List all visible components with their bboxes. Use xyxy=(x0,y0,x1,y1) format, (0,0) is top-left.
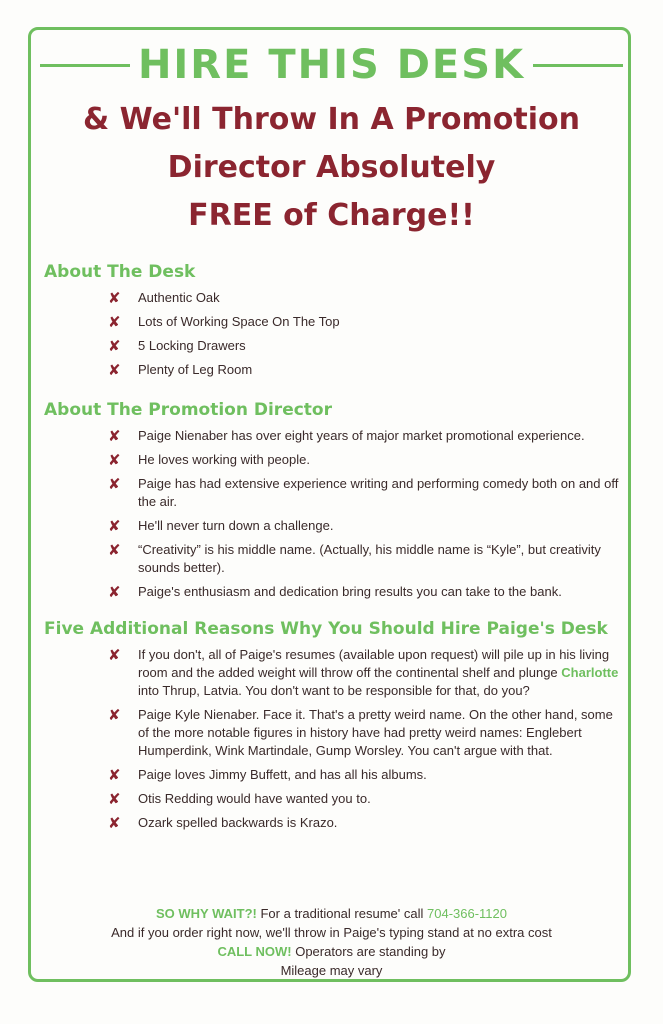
resume-text: For a traditional resume' call xyxy=(260,906,424,921)
hire-title-row xyxy=(0,38,663,92)
title-rule-left xyxy=(40,64,130,67)
why-wait: SO WHY WAIT?! xyxy=(155,906,257,921)
x-bullet-icon: ✘ xyxy=(108,451,121,469)
footer-line-1 xyxy=(0,904,663,923)
desk-list xyxy=(44,289,624,379)
hire-title: HIRE THIS DESK xyxy=(137,42,526,88)
x-bullet-icon: ✘ xyxy=(108,337,121,355)
mileage-text: Mileage may vary xyxy=(280,963,383,978)
list-item: ✘ Lots of Working Space On The Top xyxy=(108,313,340,331)
footer-line-3 xyxy=(0,942,663,961)
x-bullet-icon: ✘ xyxy=(108,814,121,832)
city-highlight: Charlotte xyxy=(561,665,619,680)
headline-line-1: & We'll Throw In A Promotion xyxy=(82,102,581,137)
x-bullet-icon: ✘ xyxy=(108,646,121,664)
headline-line-2: Director Absolutely xyxy=(167,150,496,185)
list-item: ✘ Paige loves Jimmy Buffett, and has all his albums. xyxy=(108,766,427,784)
list-item: ✘ If you don't, all of Paige's resumes (available upon request) will pile up in his living room and the added weight will throw off the continental shelf and plunge Charlotte into Thrup, Latvia. You don't want to be responsible for that, do you? xyxy=(108,646,619,698)
list-item: ✘ Paige Nienaber has over eight years of major market promotional experience. xyxy=(108,427,585,445)
director-section xyxy=(44,399,624,607)
list-item: ✘ Authentic Oak xyxy=(108,289,220,307)
director-list xyxy=(44,427,624,601)
x-bullet-icon: ✘ xyxy=(108,541,121,559)
list-item: ✘ Paige Kyle Nienaber. Face it. That's a pretty weird name. On the other hand, some of the more notable figures in history have had pretty weird names: Englebert Humperdink, Wink Martindale, Gump Worsley. You can't argue with that. xyxy=(108,706,613,758)
call-now: CALL NOW! xyxy=(217,944,292,959)
list-item: ✘ Otis Redding would have wanted you to. xyxy=(108,790,371,808)
x-bullet-icon: ✘ xyxy=(108,517,121,535)
x-bullet-icon: ✘ xyxy=(108,583,121,601)
footer-line-2: And if you order right now, we'll throw in Paige's typing stand at no extra cost xyxy=(111,925,552,940)
x-bullet-icon: ✘ xyxy=(108,427,121,445)
director-section-title: About The Promotion Director xyxy=(44,400,332,420)
list-item: ✘ Plenty of Leg Room xyxy=(108,361,253,379)
headline-line-3: FREE of Charge!! xyxy=(188,198,475,233)
phone-number: 704-366-1120 xyxy=(427,906,507,921)
list-item: ✘ “Creativity” is his middle name. (Actually, his middle name is “Kyle”, but creativity sounds better). xyxy=(108,541,601,575)
x-bullet-icon: ✘ xyxy=(108,289,121,307)
x-bullet-icon: ✘ xyxy=(108,361,121,379)
list-item: ✘ Paige has had extensive experience writing and performing comedy both on and off the air. xyxy=(108,475,619,509)
reasons-list xyxy=(44,646,624,832)
reasons-section-title: Five Additional Reasons Why You Should Hire Paige's Desk xyxy=(44,619,608,639)
desk-section xyxy=(44,261,624,385)
hero xyxy=(0,38,663,240)
title-rule-right xyxy=(533,64,623,67)
footer xyxy=(0,904,663,980)
desk-section-title: About The Desk xyxy=(44,262,196,282)
list-item: ✘ 5 Locking Drawers xyxy=(108,337,246,355)
reasons-section xyxy=(44,618,624,838)
x-bullet-icon: ✘ xyxy=(108,706,121,724)
list-item: ✘ Paige's enthusiasm and dedication bring results you can take to the bank. xyxy=(108,583,562,601)
list-item: ✘ He'll never turn down a challenge. xyxy=(108,517,334,535)
operators-text: Operators are standing by xyxy=(295,944,446,959)
headline xyxy=(32,96,632,240)
x-bullet-icon: ✘ xyxy=(108,766,121,784)
x-bullet-icon: ✘ xyxy=(108,313,121,331)
x-bullet-icon: ✘ xyxy=(108,790,121,808)
list-item: ✘ He loves working with people. xyxy=(108,451,310,469)
list-item: ✘ Ozark spelled backwards is Krazo. xyxy=(108,814,338,832)
x-bullet-icon: ✘ xyxy=(108,475,121,493)
